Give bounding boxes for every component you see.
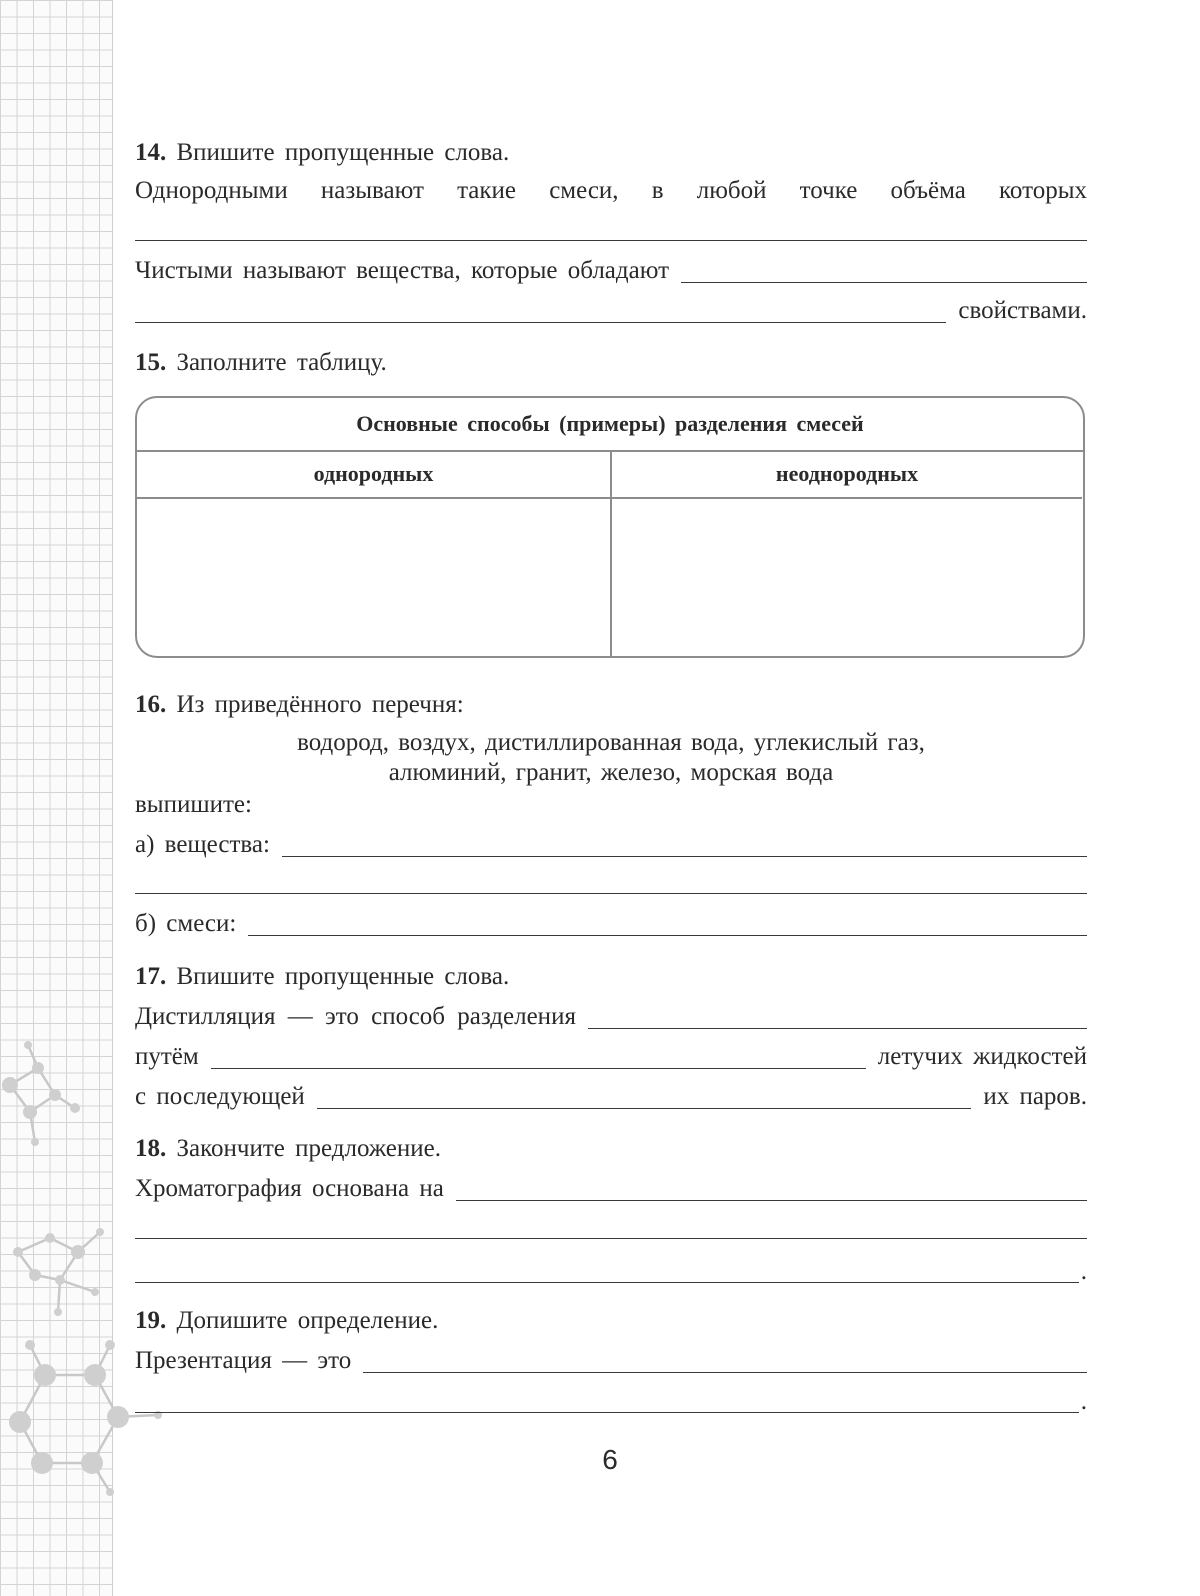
q18-end-mark: . <box>1080 1258 1087 1285</box>
q17-line3-start: с последующей <box>135 1083 305 1110</box>
q16-number: 16. <box>135 691 167 718</box>
q19-line2 <box>135 1386 1087 1416</box>
q18-line1 <box>135 1174 1087 1204</box>
q17-line3 <box>135 1082 1087 1112</box>
table-cell-heterogeneous[interactable] <box>612 497 1082 656</box>
q14-line2 <box>135 256 1087 286</box>
q18-number: 18. <box>135 1135 167 1162</box>
q18-blank-2[interactable] <box>135 1238 1087 1239</box>
q17-line2 <box>135 1042 1087 1072</box>
q16-heading <box>135 690 1087 720</box>
q19-title: Допишите определение. <box>176 1307 439 1334</box>
q19-line1 <box>135 1346 1087 1376</box>
q17-heading <box>135 962 1087 992</box>
q14-blank-2[interactable] <box>681 260 1087 283</box>
q16-title: Из приведённого перечня: <box>176 691 464 718</box>
table-col-homogeneous: однородных <box>137 450 610 499</box>
q14-line1-text: Однородными называют такие смеси, в любой точке объёма которых <box>135 177 1087 204</box>
q17-line1 <box>135 1002 1087 1032</box>
table-header: Основные способы (примеры) разделения смесей <box>137 398 1083 452</box>
q16-a-blank-2[interactable] <box>135 893 1087 894</box>
q17-line3-end: их паров. <box>983 1083 1087 1110</box>
q19-line1-text: Презентация — это <box>135 1347 352 1374</box>
q18-blank-3[interactable] <box>135 1260 1079 1283</box>
page-number: 6 <box>602 1444 618 1475</box>
q14-line3 <box>135 296 1087 326</box>
q17-blank-1[interactable] <box>588 1006 1087 1029</box>
table-col-heterogeneous: неоднородных <box>612 450 1082 499</box>
q17-title: Впишите пропущенные слова. <box>176 963 510 990</box>
q16-b-blank[interactable] <box>248 913 1087 936</box>
q15-title: Заполните таблицу. <box>176 349 387 376</box>
q14-line1 <box>135 176 1087 206</box>
q19-blank-1[interactable] <box>363 1350 1087 1373</box>
q16-a <box>135 830 1087 860</box>
q14-title: Впишите пропущенные слова. <box>176 139 510 166</box>
q16-prompt <box>135 790 1087 820</box>
q19-number: 19. <box>135 1307 167 1334</box>
q17-blank-2[interactable] <box>211 1046 866 1069</box>
q18-line1-text: Хроматография основана на <box>135 1175 444 1202</box>
q17-line2-end: летучих жидкостей <box>877 1043 1087 1070</box>
q16-prompt-text: выпишите: <box>135 791 252 818</box>
q16-a-label: а) вещества: <box>135 831 270 858</box>
q14-line2-text: Чистыми называют вещества, которые обладают <box>135 257 669 284</box>
q18-heading <box>135 1134 1087 1164</box>
q17-number: 17. <box>135 963 167 990</box>
q19-heading <box>135 1306 1087 1336</box>
q16-list-line2: алюминий, гранит, железо, морская вода <box>388 759 834 786</box>
q16-list-line1: водород, воздух, дистиллированная вода, углекислый газ, <box>297 729 925 756</box>
q16-b-label: б) смеси: <box>135 910 237 937</box>
q16-b <box>135 909 1087 939</box>
q17-blank-3[interactable] <box>317 1086 972 1109</box>
q16-a-blank-1[interactable] <box>282 834 1087 857</box>
table-cell-homogeneous[interactable] <box>137 497 610 656</box>
q14-number: 14. <box>135 139 167 166</box>
q15-number: 15. <box>135 349 167 376</box>
q18-title: Закончите предложение. <box>176 1135 441 1162</box>
q15-heading <box>135 348 1087 378</box>
q14-blank-1[interactable] <box>135 240 1087 241</box>
q19-end-mark: . <box>1080 1388 1087 1415</box>
q19-blank-2[interactable] <box>135 1390 1079 1413</box>
q18-blank-1[interactable] <box>456 1178 1087 1201</box>
q14-blank-3[interactable] <box>135 300 946 323</box>
q14-heading <box>135 138 1087 168</box>
separation-methods-table <box>135 396 1085 658</box>
q17-line2-start: путём <box>135 1043 199 1070</box>
q17-line1-text: Дистилляция — это способ разделения <box>135 1003 576 1030</box>
q14-line3-end: свойствами. <box>958 297 1087 324</box>
q18-line3 <box>135 1256 1087 1286</box>
